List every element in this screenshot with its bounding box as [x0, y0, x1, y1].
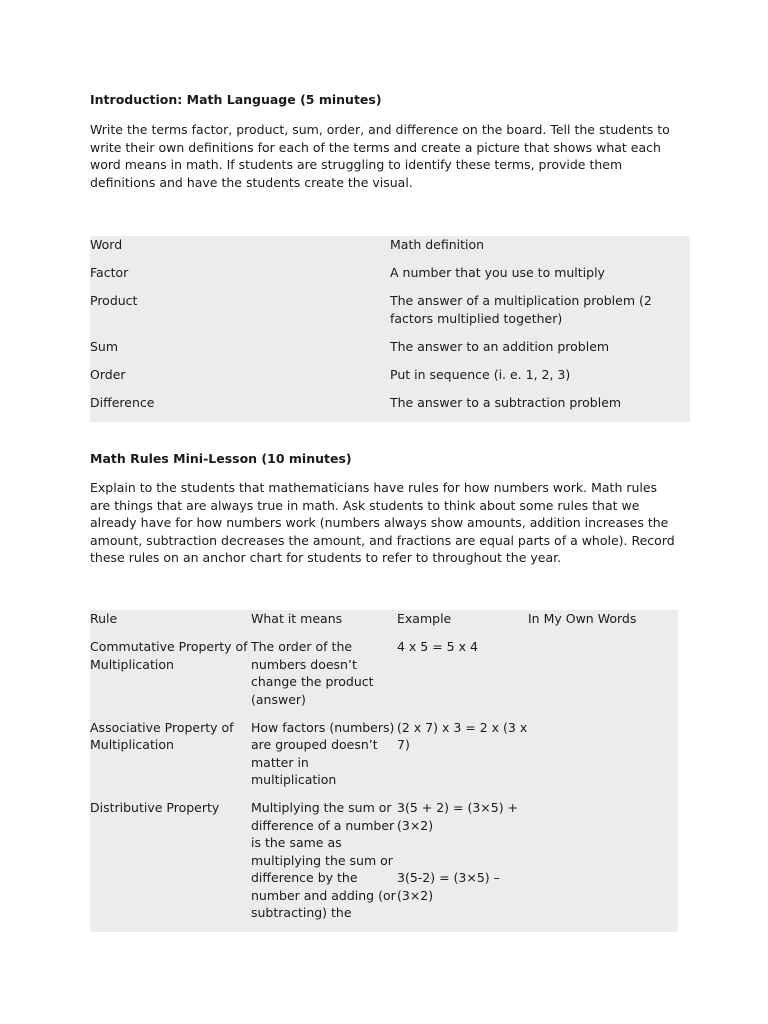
rules-heading: Math Rules Mini-Lesson (10 minutes) — [90, 451, 352, 466]
rule-name: Commutative Property of Multiplication — [90, 639, 248, 672]
rule-meaning: The order of the numbers doesn’t change the product (answer) — [251, 639, 374, 707]
vocab-word: Order — [90, 366, 126, 382]
table-row — [90, 338, 690, 366]
rules-header-rule: Rule — [90, 611, 118, 626]
vocab-header-definition: Math definition — [390, 237, 485, 252]
rule-name: Distributive Property — [90, 800, 220, 815]
vocab-definition: The answer of a multiplication problem (2 factors multiplied together) — [390, 293, 652, 326]
table-row — [90, 264, 690, 292]
vocab-word: Difference — [90, 394, 155, 410]
vocab-definition: Put in sequence (i. e. 1, 2, 3) — [390, 366, 571, 382]
vocabulary-table — [90, 236, 690, 422]
table-row — [90, 366, 690, 394]
vocab-word: Factor — [90, 265, 129, 280]
rule-own-words — [528, 799, 678, 932]
vocab-word: Sum — [90, 338, 119, 354]
intro-paragraph: Write the terms factor, product, sum, order, and difference on the board. Tell the students to write their own definitions for each of the terms and create a picture that shows what each word means in math. If students are struggling to identify these terms, provide them definitions and have the students create the visual. — [90, 122, 670, 190]
rule-meaning: Multiplying the sum or difference of a number is the same as multiplying the sum or difference by the number and adding (or subtracting) the — [251, 800, 396, 920]
rule-own-words — [528, 719, 678, 800]
vocab-header-word: Word — [90, 237, 123, 252]
vocab-definition: The answer to an addition problem — [390, 338, 610, 354]
rule-name: Associative Property of Multiplication — [90, 719, 234, 752]
table-row — [90, 292, 690, 338]
example-spacer — [397, 834, 528, 869]
rules-header-meaning: What it means — [251, 611, 343, 626]
rule-example: 3(5 + 2) = (3×5) + (3×2) — [397, 800, 519, 833]
table-row — [90, 719, 678, 800]
rule-example: 4 x 5 = 5 x 4 — [397, 639, 478, 654]
vocab-definition: A number that you use to multiply — [390, 265, 605, 280]
table-row — [90, 394, 690, 422]
rules-table — [90, 610, 678, 932]
rule-example-cell — [397, 799, 528, 932]
intro-heading: Introduction: Math Language (5 minutes) — [90, 92, 382, 107]
vocab-definition: The answer to a subtraction problem — [390, 394, 622, 410]
rule-example: (2 x 7) x 3 = 2 x (3 x 7) — [397, 719, 528, 752]
rules-paragraph: Explain to the students that mathematicians have rules for how numbers work. Math rules are things that are always true in math. Ask students to think about some rules that we already have for how numbers work (numbers always show amounts, addition increases the amount, subtraction decreases the amount, and fractions are equal parts of a whole). Record these rules on an anchor chart for students to refer to throughout the year. — [90, 480, 675, 565]
rules-header-example: Example — [397, 611, 452, 626]
rule-example-second: 3(5-2) = (3×5) – (3×2) — [397, 870, 500, 903]
rule-own-words — [528, 638, 678, 719]
rules-header-row — [90, 610, 678, 638]
vocab-word: Product — [90, 293, 138, 308]
table-row — [90, 638, 678, 719]
table-row — [90, 799, 678, 932]
vocab-header-row — [90, 236, 690, 264]
rules-header-own-words: In My Own Words — [528, 611, 637, 626]
rule-meaning: How factors (numbers) are grouped doesn’t matter in multiplication — [251, 719, 395, 787]
